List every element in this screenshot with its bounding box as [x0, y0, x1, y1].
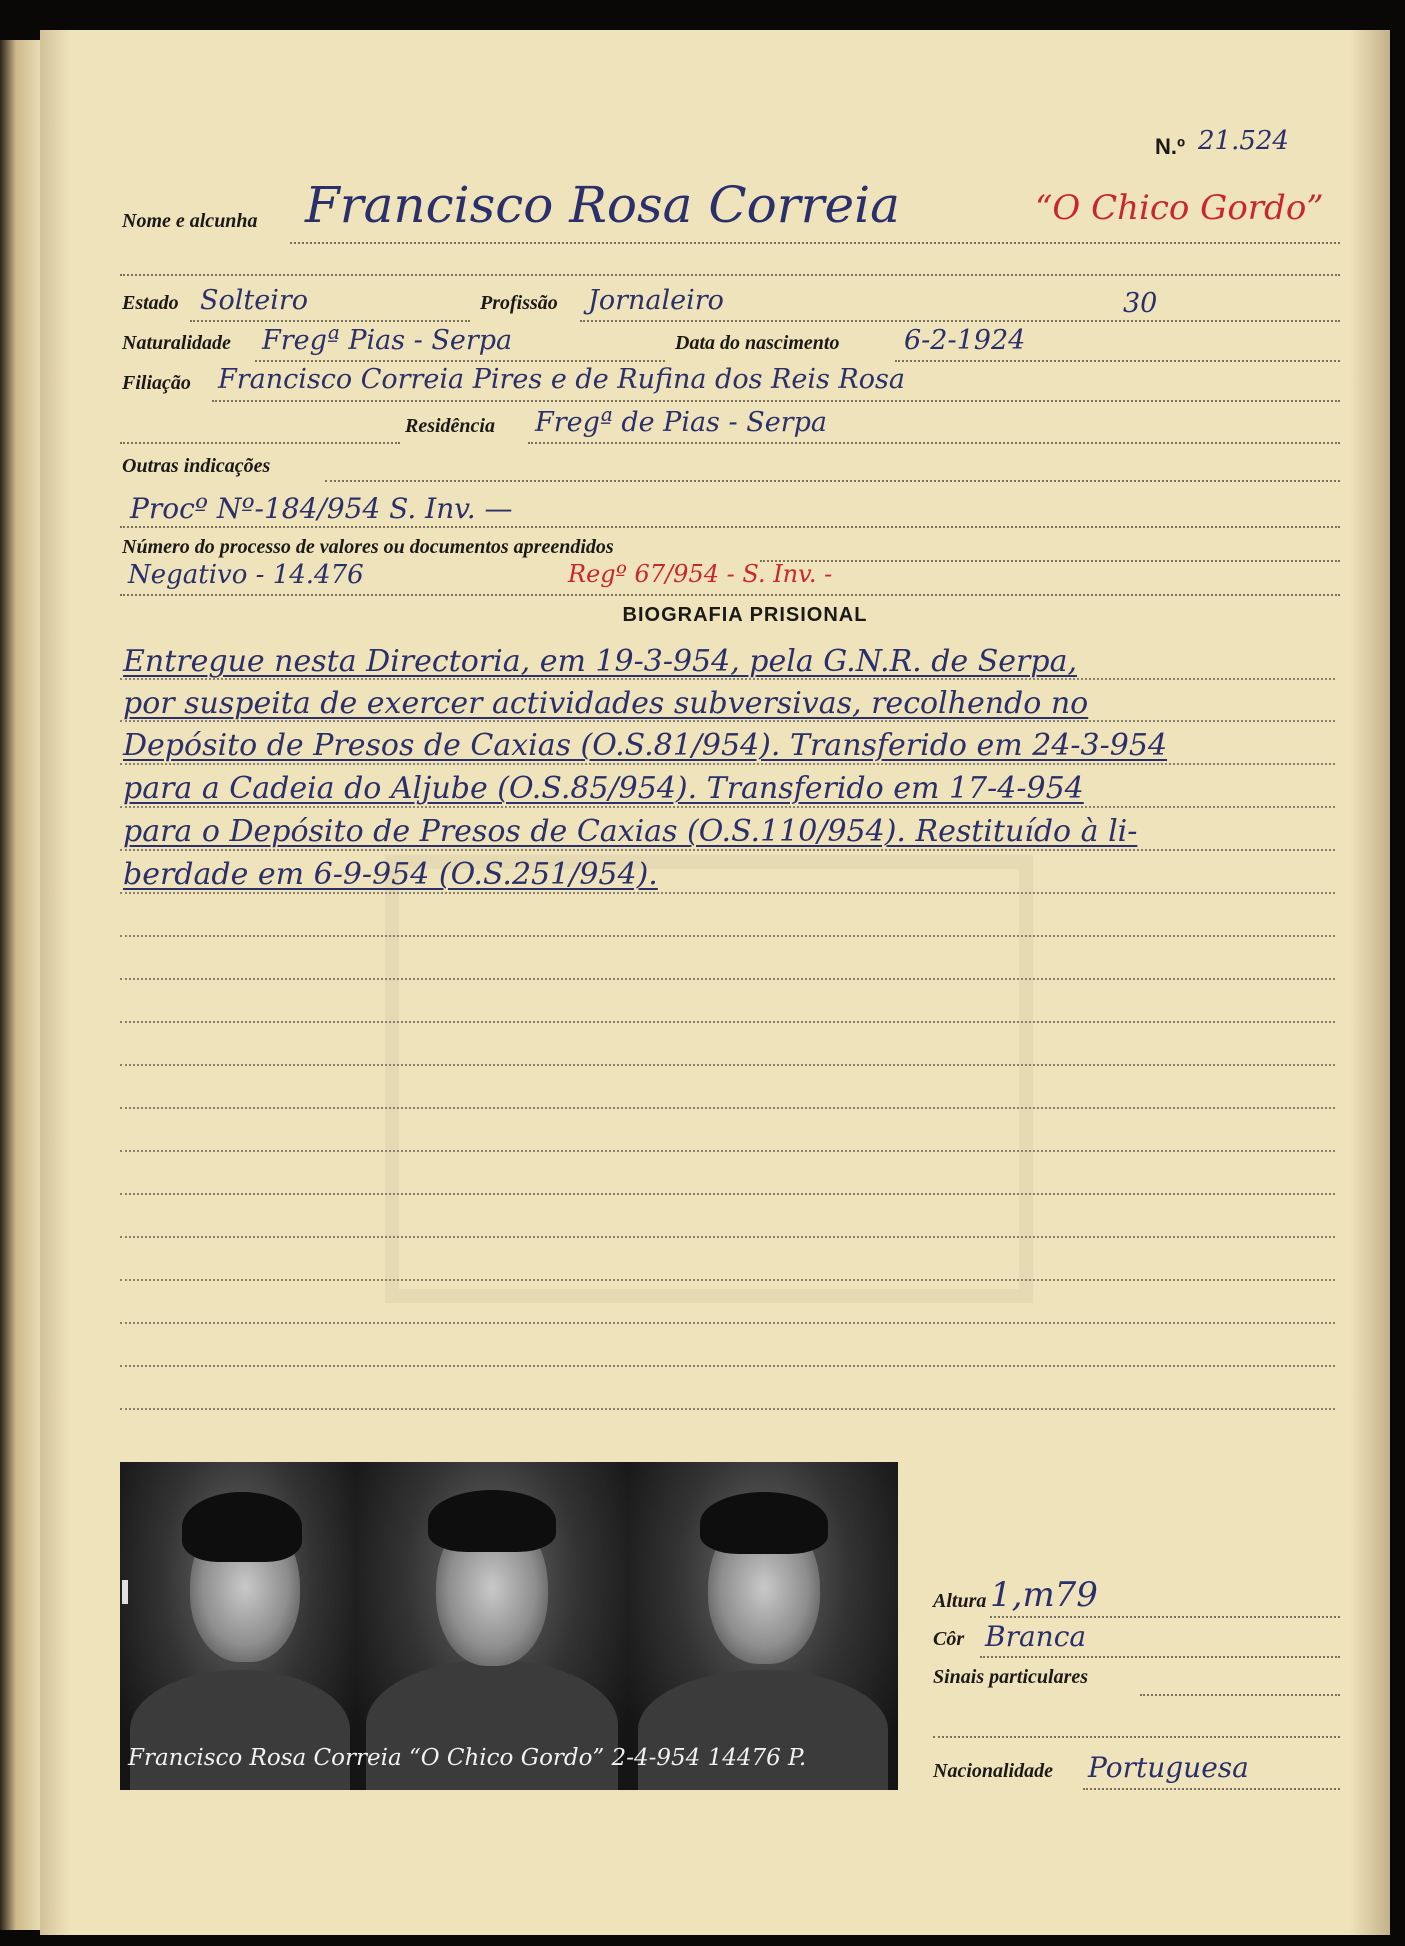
record-number-label: N.º [1155, 134, 1186, 159]
name-label: Nome e alcunha [122, 210, 258, 232]
residencia-line-left [120, 442, 400, 444]
outras-line-2 [120, 526, 1340, 528]
ruled-line [120, 763, 1335, 765]
nacionalidade-line [1083, 1788, 1340, 1790]
record-page [40, 30, 1390, 1935]
residencia-line [528, 442, 1340, 444]
ruled-line [120, 1150, 1335, 1152]
ruled-line [120, 978, 1335, 980]
three-quarter-photo [628, 1462, 898, 1790]
nascimento-value: 6-2-1924 [904, 325, 1026, 356]
estado-value: Solteiro [200, 285, 309, 316]
biografia-line: para a Cadeia do Aljube (O.S.85/954). Transferido em 17-4-954 [123, 771, 1084, 806]
cor-value: Branca [985, 1620, 1087, 1653]
name-value: Francisco Rosa Correia [305, 176, 900, 234]
biografia-line: por suspeita de exercer actividades subversivas, recolhendo no [123, 686, 1089, 721]
nascimento-line [895, 360, 1340, 362]
ruled-line [120, 1021, 1335, 1023]
residencia-value: Fregª de Pias - Serpa [535, 407, 827, 438]
residencia-label: Residência [405, 415, 495, 437]
shoulders [130, 1670, 350, 1790]
cor-label: Côr [933, 1628, 965, 1650]
name-line-2 [120, 274, 1340, 276]
name-line [290, 242, 1340, 244]
sinais-line-2 [933, 1736, 1340, 1738]
sinais-label: Sinais particulares [933, 1666, 1089, 1688]
alias-value: “O Chico Gordo” [1035, 188, 1324, 228]
ruled-line [120, 720, 1335, 722]
biografia-line: Depósito de Presos de Caxias (O.S.81/954). Transferido em 24-3-954 [123, 728, 1168, 763]
ruled-line [120, 1064, 1335, 1066]
filiacao-label: Filiação [122, 372, 191, 394]
processo-line-2 [120, 594, 1340, 596]
outras-label: Outras indicações [122, 455, 271, 477]
processo-value-red: Regº 67/954 - S. Inv. - [568, 560, 833, 588]
age-value: 30 [1123, 288, 1158, 319]
ruled-line [120, 1193, 1335, 1195]
ruled-line [120, 1236, 1335, 1238]
profissao-label: Profissão [480, 292, 558, 314]
photo-caption: Francisco Rosa Correia “O Chico Gordo” 2-4-954 14476 P. [128, 1745, 807, 1771]
naturalidade-line [255, 360, 665, 362]
estado-line [190, 320, 470, 322]
processo-line [760, 560, 1340, 562]
hair [182, 1492, 302, 1562]
ruled-line [120, 678, 1335, 680]
photo-strip [120, 1462, 898, 1790]
outras-line [325, 480, 1340, 482]
nacionalidade-value: Portuguesa [1088, 1751, 1249, 1784]
marker [122, 1580, 128, 1604]
hair [428, 1490, 556, 1552]
processo-value: Negativo - 14.476 [128, 560, 364, 590]
altura-line [990, 1616, 1340, 1618]
outras-value: Procº Nº-184/954 S. Inv. — [130, 492, 513, 525]
biografia-line: Entregue nesta Directoria, em 19-3-954, pela G.N.R. de Serpa, [123, 644, 1077, 679]
processo-label: Número do processo de valores ou documentos apreendidos [122, 536, 614, 558]
record-number-value: 21.524 [1198, 126, 1289, 156]
ruled-line [120, 1322, 1335, 1324]
estado-label: Estado [122, 292, 179, 314]
naturalidade-value: Fregª Pias - Serpa [262, 325, 513, 356]
ruled-line [120, 1279, 1335, 1281]
altura-value: 1,m79 [990, 1575, 1098, 1615]
ruled-line [120, 1365, 1335, 1367]
shoulders [638, 1670, 888, 1790]
naturalidade-label: Naturalidade [122, 332, 231, 354]
altura-label: Altura [933, 1590, 987, 1612]
ruled-line [120, 1107, 1335, 1109]
hair [700, 1492, 828, 1554]
ruled-line [120, 849, 1335, 851]
ruled-line [120, 1408, 1335, 1410]
filiacao-value: Francisco Correia Pires e de Rufina dos Reis Rosa [218, 364, 905, 395]
nacionalidade-label: Nacionalidade [933, 1760, 1053, 1782]
left-page-edge [0, 40, 40, 1930]
ruled-line [120, 806, 1335, 808]
front-photo [356, 1462, 632, 1790]
biografia-line: berdade em 6-9-954 (O.S.251/954). [123, 857, 658, 892]
cor-line [980, 1656, 1340, 1658]
nascimento-label: Data do nascimento [675, 332, 840, 354]
biografia-line: para o Depósito de Presos de Caxias (O.S.110/954). Restituído à li- [123, 814, 1138, 849]
biografia-title: BIOGRAFIA PRISIONAL [622, 604, 868, 626]
ruled-line [120, 892, 1335, 894]
profissao-line [580, 320, 1340, 322]
profissao-value: Jornaleiro [588, 285, 724, 316]
ruled-line [120, 935, 1335, 937]
profile-photo [120, 1462, 360, 1790]
sinais-line [1140, 1694, 1340, 1696]
filiacao-line [212, 400, 1340, 402]
